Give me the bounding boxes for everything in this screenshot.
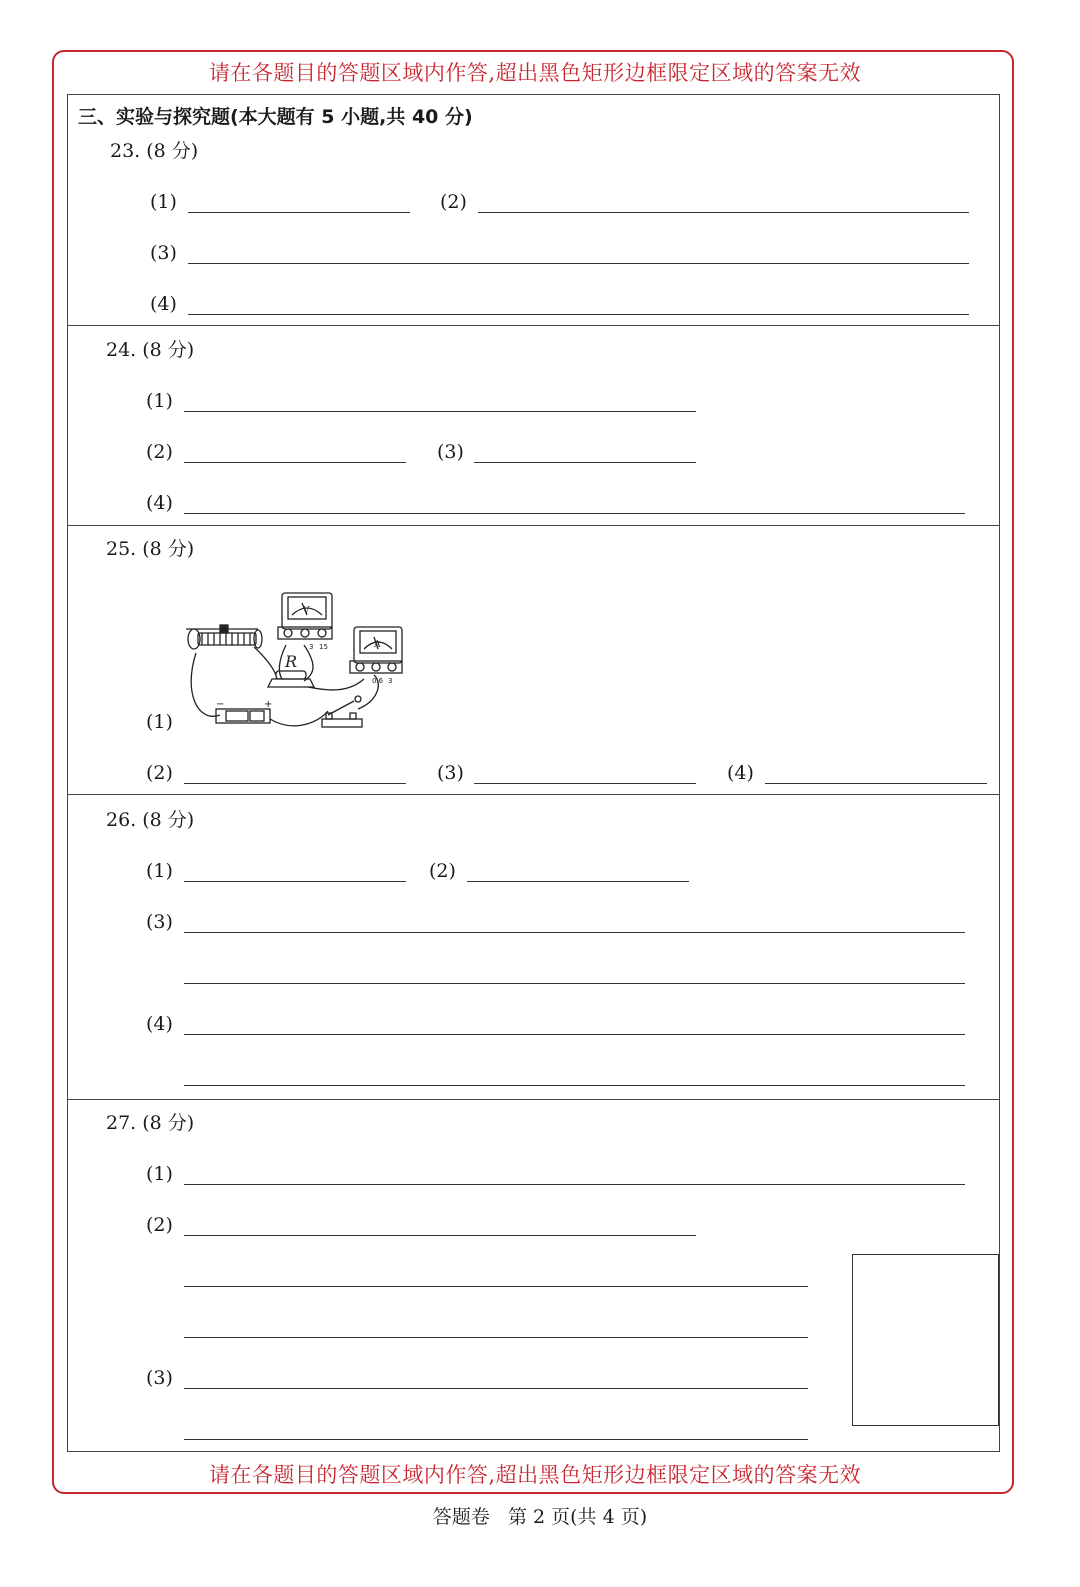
q25-part3-answer-line[interactable] xyxy=(474,783,696,784)
q24-part4-label: (4) xyxy=(146,492,173,514)
q27-part3-answer-line-2[interactable] xyxy=(184,1439,808,1440)
q27-drawing-box[interactable] xyxy=(852,1254,999,1426)
q23-part2-answer-line[interactable] xyxy=(478,212,969,213)
q26-part2-answer-line[interactable] xyxy=(467,881,689,882)
q24-part3-label: (3) xyxy=(437,441,464,463)
q26-part3-label: (3) xyxy=(146,911,173,933)
voltmeter-terminal-15: 15 xyxy=(319,643,328,651)
q24-title: 24. (8 分) xyxy=(106,339,195,361)
battery-minus-sign: − xyxy=(216,699,225,710)
q27-part3-answer-line[interactable] xyxy=(184,1388,808,1389)
q24-part2-label: (2) xyxy=(146,441,173,463)
circuit-diagram xyxy=(178,583,418,735)
q26-part4-answer-line-2[interactable] xyxy=(184,1085,965,1086)
q26-part2-label: (2) xyxy=(429,860,456,882)
q23-title: 23. (8 分) xyxy=(110,140,199,162)
q27-part3-label: (3) xyxy=(146,1367,173,1389)
q27-title: 27. (8 分) xyxy=(106,1112,195,1134)
q23-part1-label: (1) xyxy=(150,191,177,213)
q24-part3-answer-line[interactable] xyxy=(474,462,696,463)
bottom-warning: 请在各题目的答题区域内作答,超出黑色矩形边框限定区域的答案无效 xyxy=(208,1463,862,1487)
q26-part3-answer-line-2[interactable] xyxy=(184,983,965,984)
q27-part2-answer-line-2[interactable] xyxy=(184,1286,808,1287)
ammeter-terminal-0.6: 0.6 xyxy=(372,677,384,685)
q24-part2-answer-line[interactable] xyxy=(184,462,406,463)
q26-part3-answer-line[interactable] xyxy=(184,932,965,933)
q25-part1-label: (1) xyxy=(146,711,173,733)
separator xyxy=(67,525,1000,526)
q25-part2-answer-line[interactable] xyxy=(184,783,406,784)
q26-part4-label: (4) xyxy=(146,1013,173,1035)
battery-plus-sign: + xyxy=(264,699,273,710)
separator xyxy=(67,325,1000,326)
q23-part1-answer-line[interactable] xyxy=(188,212,410,213)
q24-part1-answer-line[interactable] xyxy=(184,411,696,412)
q23-part3-label: (3) xyxy=(150,242,177,264)
q24-part1-label: (1) xyxy=(146,390,173,412)
q24-part4-answer-line[interactable] xyxy=(184,513,965,514)
voltmeter xyxy=(278,593,332,639)
ammeter-label: A xyxy=(374,640,381,650)
q25-part3-label: (3) xyxy=(437,762,464,784)
ammeter xyxy=(350,627,402,673)
voltmeter-label: V xyxy=(303,606,310,616)
q26-part4-answer-line[interactable] xyxy=(184,1034,965,1035)
q27-part2-label: (2) xyxy=(146,1214,173,1236)
q26-part1-label: (1) xyxy=(146,860,173,882)
separator xyxy=(67,1099,1000,1100)
q23-part3-answer-line[interactable] xyxy=(188,263,969,264)
q23-part2-label: (2) xyxy=(440,191,467,213)
q27-part2-answer-line[interactable] xyxy=(184,1235,696,1236)
answer-area-frame xyxy=(67,94,1000,1452)
battery xyxy=(216,709,270,723)
q25-part2-label: (2) xyxy=(146,762,173,784)
q26-title: 26. (8 分) xyxy=(106,809,195,831)
separator xyxy=(67,794,1000,795)
resistor-label: R xyxy=(285,652,298,671)
q25-part4-answer-line[interactable] xyxy=(765,783,987,784)
top-warning: 请在各题目的答题区域内作答,超出黑色矩形边框限定区域的答案无效 xyxy=(208,61,862,85)
q27-part2-answer-line-3[interactable] xyxy=(184,1337,808,1338)
wire xyxy=(254,647,276,675)
section-heading: 三、实验与探究题(本大题有 5 小题,共 40 分) xyxy=(78,106,473,128)
q25-part4-label: (4) xyxy=(727,762,754,784)
page-footer: 答题卷 第 2 页(共 4 页) xyxy=(432,1506,648,1528)
q25-title: 25. (8 分) xyxy=(106,538,195,560)
q27-part1-answer-line[interactable] xyxy=(184,1184,965,1185)
q23-part4-answer-line[interactable] xyxy=(188,314,969,315)
ammeter-terminal-3: 3 xyxy=(388,677,393,685)
q23-part4-label: (4) xyxy=(150,293,177,315)
voltmeter-terminal-3: 3 xyxy=(309,643,314,651)
rheostat xyxy=(186,625,262,649)
wire xyxy=(308,679,364,690)
q26-part1-answer-line[interactable] xyxy=(184,881,406,882)
q27-part1-label: (1) xyxy=(146,1163,173,1185)
wire xyxy=(270,711,328,726)
